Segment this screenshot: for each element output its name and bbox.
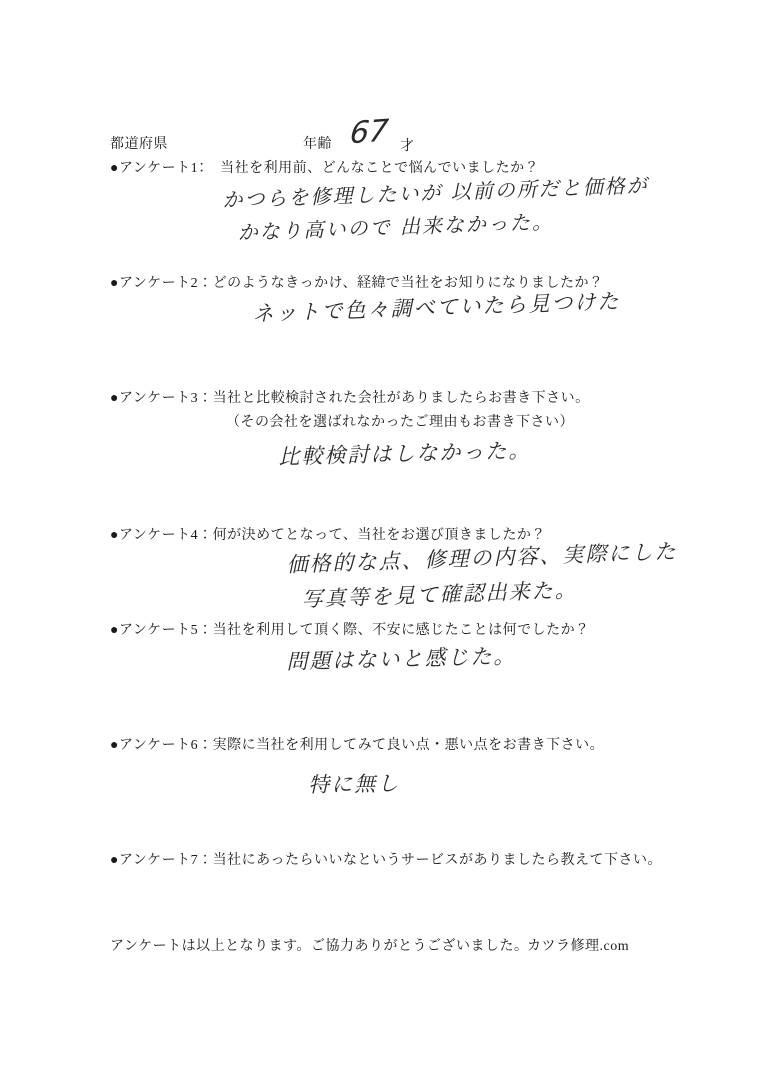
age-unit-label: 才 [400, 139, 415, 154]
question-1-label: ●アンケート1： 当社を利用前、どんなことで悩んでいましたか？ [110, 161, 540, 176]
answer-1-line-1: かつらを修理したいが 以前の所だと価格が [222, 173, 650, 212]
answer-6-handwritten [308, 766, 401, 803]
answer-2-line-1: ネットで色々調べていたら見つけた [252, 289, 621, 326]
prefecture-label: 都道府県 [110, 137, 168, 152]
footer-site-name: カツラ修理.com [527, 939, 630, 954]
footer-closing-text: アンケートは以上となります。ご協力ありがとうございました。 [110, 939, 529, 954]
answer-4-line-1: 価格的な点、修理の内容、実際にした [286, 539, 678, 577]
age-value-handwritten: 67 [348, 113, 391, 152]
question-7-label: ●アンケート7：当社にあったらいいなというサービスがありましたら教えて下さい。 [110, 853, 662, 868]
question-4-label: ●アンケート4：何が決めてとなって、当社をお選び頂きましたか？ [110, 528, 546, 543]
question-6-label: ●アンケート6：実際に当社を利用してみて良い点・悪い点をお書き下さい。 [110, 738, 605, 753]
question-5-label: ●アンケート5：当社を利用して頂く際、不安に感じたことは何でしたか？ [110, 623, 590, 638]
answer-1-line-2: かなり高いので 出来なかった。 [237, 209, 555, 245]
question-2-label: ●アンケート2：どのようなきっかけ、経緯で当社をお知りになりましたか？ [110, 276, 604, 291]
question-3-label: ●アンケート3：当社と比較検討された会社がありましたらお書き下さい。 [110, 391, 590, 406]
answer-6-line-1: 特に無し [308, 771, 401, 797]
question-3-sub-label: （その会社を選ばれなかったご理由もお書き下さい） [226, 415, 574, 430]
answer-4-line-2: 写真等を見て確認出来た。 [301, 577, 579, 612]
answer-5-handwritten [286, 639, 517, 680]
answer-4-handwritten [286, 534, 679, 618]
answer-3-handwritten [278, 433, 532, 475]
answer-5-line-1: 問題はないと感じた。 [286, 643, 517, 674]
answer-3-line-1: 比較検討はしなかった。 [278, 438, 532, 469]
answer-1-handwritten [222, 169, 650, 250]
age-label: 年齢 [303, 137, 332, 152]
